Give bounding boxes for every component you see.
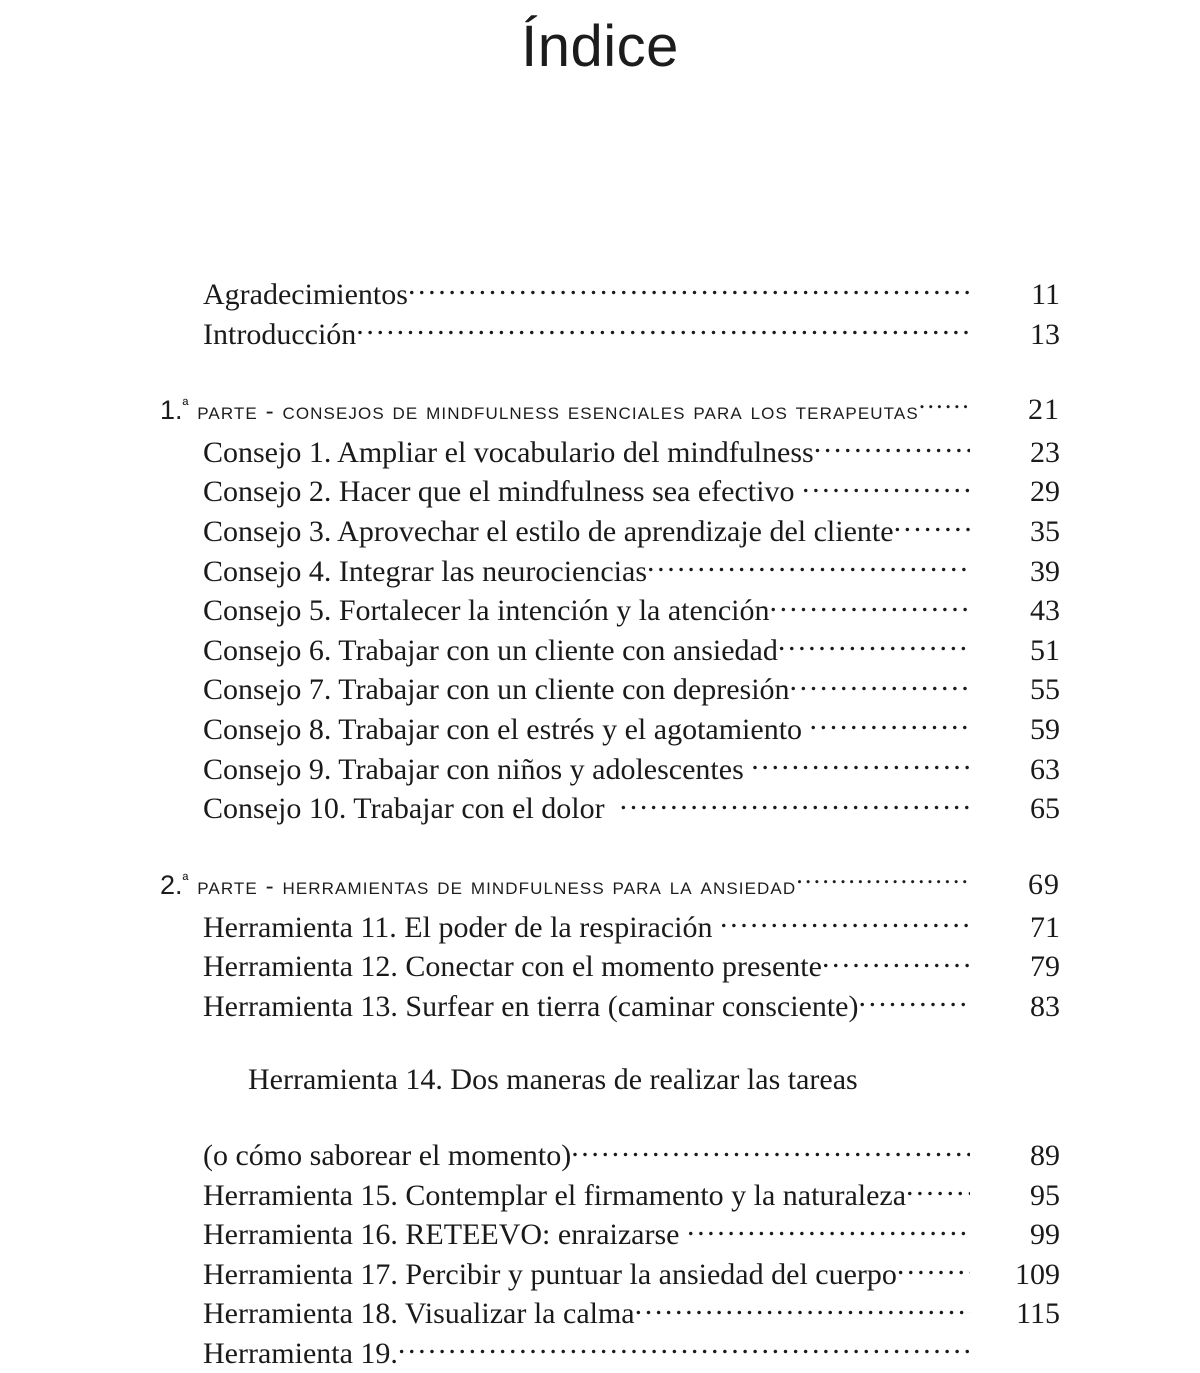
- toc-entry-page: 39: [1030, 554, 1060, 588]
- toc-entry-label: Consejo 1. Ampliar el vocabulario del mindfulness: [203, 435, 814, 469]
- toc-entry-herramienta-13[interactable]: [203, 986, 1060, 1026]
- toc-entry-label: Consejo 10. Trabajar con el dolor: [203, 792, 620, 826]
- part-separator: parte -: [189, 397, 283, 425]
- toc-entry-consejo-9[interactable]: [203, 749, 1060, 789]
- part-ordinal: ª: [182, 397, 190, 414]
- dot-leader: [620, 788, 970, 818]
- toc-entry-herramienta-12[interactable]: [203, 946, 1060, 986]
- toc-entry-page: 79: [1030, 950, 1060, 984]
- toc-entry-introduccion[interactable]: [203, 314, 1060, 354]
- part-title: herramientas de mindfulness para la ansiedad: [282, 872, 797, 900]
- dot-leader: [790, 669, 970, 699]
- dot-leader: [919, 398, 970, 419]
- toc-part-heading-1[interactable]: [160, 387, 1060, 432]
- dot-leader: [356, 314, 970, 344]
- toc-entry-label: Herramienta 13. Surfear en tierra (caminar consciente): [203, 989, 859, 1023]
- dot-leader: [814, 432, 970, 462]
- dot-leader: [635, 1293, 970, 1323]
- toc-entry-label: Consejo 8. Trabajar con el estrés y el agotamiento: [203, 712, 810, 746]
- toc-entry-consejo-6[interactable]: [203, 630, 1060, 670]
- toc-entry-label: Herramienta 11. El poder de la respiración: [203, 910, 721, 944]
- dot-leader: [894, 511, 970, 541]
- part-separator: parte -: [189, 872, 283, 900]
- toc-entry-page: 99: [1030, 1218, 1060, 1252]
- toc-entry-label: Herramienta 17. Percibir y puntuar la ansiedad del cuerpo: [203, 1257, 897, 1291]
- toc-entry-page: 65: [1030, 792, 1060, 826]
- toc-entry-page: 115: [1016, 1297, 1060, 1331]
- toc-entry-label: Agradecimientos: [203, 278, 408, 311]
- toc-part-page: 21: [1028, 392, 1060, 426]
- toc-part-heading-2[interactable]: [160, 862, 1060, 907]
- page-title: Índice: [521, 14, 679, 79]
- dot-leader: [810, 709, 970, 739]
- toc-entry-consejo-2[interactable]: [203, 471, 1060, 511]
- toc-entry-consejo-1[interactable]: [203, 432, 1060, 472]
- toc-entry-label: Consejo 7. Trabajar con un cliente con depresión: [203, 673, 790, 707]
- part-ordinal: ª: [182, 871, 190, 889]
- toc-entry-consejo-4[interactable]: [203, 551, 1060, 591]
- toc-entry-consejo-10[interactable]: [203, 788, 1060, 828]
- spacer: [160, 828, 1060, 862]
- toc-entry-page: 109: [1015, 1257, 1060, 1291]
- toc-entry-consejo-5[interactable]: [203, 590, 1060, 630]
- toc-entry-herramienta-11[interactable]: [203, 907, 1060, 947]
- toc-entry-label: Consejo 3. Aprovechar el estilo de aprendizaje del cliente: [203, 514, 894, 548]
- dot-leader: [751, 749, 970, 779]
- toc-entry-page: 29: [1030, 475, 1060, 509]
- part-number: 2.: [160, 869, 183, 900]
- toc-entry-page: 83: [1030, 989, 1060, 1023]
- toc-entry-page: 23: [1030, 435, 1060, 469]
- toc-entry-page: 89: [1030, 1139, 1060, 1173]
- dot-leader: [647, 551, 970, 581]
- part-number: 1.: [160, 394, 183, 425]
- toc-entry-page: 71: [1030, 910, 1060, 944]
- dot-leader: [769, 590, 970, 620]
- toc-entry-herramienta-14-line1[interactable]: [203, 1025, 1060, 1135]
- toc-entry-label: Consejo 2. Hacer que el mindfulness sea efectivo: [203, 475, 802, 509]
- dot-leader: [859, 986, 971, 1016]
- toc-entry-consejo-8[interactable]: [203, 709, 1060, 749]
- dot-leader: [906, 1175, 970, 1205]
- toc-entry-label: Herramienta 14. Dos maneras de realizar las tareas: [248, 1062, 858, 1096]
- toc-entry-page: 51: [1030, 633, 1060, 667]
- dot-leader: [778, 630, 970, 660]
- toc-entry-page: 43: [1030, 594, 1060, 628]
- toc-part-page: 69: [1028, 867, 1060, 901]
- dot-leader: [802, 471, 970, 501]
- toc-entry-page: 63: [1030, 752, 1060, 786]
- toc-entry-label: Herramienta 15. Contemplar el firmamento y la naturaleza: [203, 1178, 907, 1212]
- toc-entry-consejo-7[interactable]: [203, 669, 1060, 709]
- toc-entry-page: 95: [1030, 1178, 1060, 1212]
- toc-entry-label: Herramienta 12. Conectar con el momento presente: [203, 950, 822, 984]
- dot-leader: [571, 1135, 970, 1165]
- toc-entry-label: Herramienta 16. RETEEVO: enraizarse: [203, 1218, 687, 1252]
- toc-entry-label: Consejo 9. Trabajar con niños y adolescentes: [203, 752, 752, 786]
- toc-entry-herramienta-14-line2[interactable]: [203, 1135, 1060, 1175]
- dot-leader: [822, 946, 970, 976]
- toc-part-label: [160, 862, 796, 907]
- toc-entry-consejo-3[interactable]: [203, 511, 1060, 551]
- toc-entry-page: 55: [1030, 673, 1060, 707]
- toc-entry-label: Consejo 5. Fortalecer la intención y la atención: [203, 594, 770, 628]
- toc-entry-herramienta-17[interactable]: [203, 1254, 1060, 1294]
- toc-entry-agradecimientos[interactable]: [203, 274, 1060, 314]
- toc-entry-label-continued: (o cómo saborear el momento): [203, 1139, 572, 1173]
- toc-entry-herramienta-16[interactable]: [203, 1214, 1060, 1254]
- dot-leader: [398, 1333, 970, 1363]
- toc-entry-page: 35: [1030, 514, 1060, 548]
- toc-entry-label: Consejo 4. Integrar las neurociencias: [203, 554, 648, 588]
- dot-leader: [796, 873, 970, 894]
- toc-entry-page: 11: [1031, 278, 1060, 311]
- toc-entry-label: Herramienta 18. Visualizar la calma: [203, 1297, 635, 1331]
- toc-part-label: [160, 387, 919, 432]
- toc-entry-label: Introducción: [203, 318, 357, 351]
- toc-entry-label: Consejo 6. Trabajar con un cliente con ansiedad: [203, 633, 778, 667]
- toc-entry-clipped[interactable]: [203, 1333, 1060, 1373]
- toc-entry-herramienta-15[interactable]: [203, 1175, 1060, 1215]
- toc-entry-label: Herramienta 19.: [203, 1337, 398, 1371]
- dot-leader: [408, 274, 970, 304]
- toc-entry-page: 13: [1030, 318, 1060, 351]
- toc-entry-page: 59: [1030, 712, 1060, 746]
- toc-entry-herramienta-18[interactable]: [203, 1293, 1060, 1333]
- part-title: consejos de mindfulness esenciales para los terapeutas: [282, 397, 919, 425]
- toc-list: [160, 274, 1060, 1373]
- dot-leader: [687, 1214, 970, 1244]
- dot-leader: [897, 1254, 970, 1284]
- dot-leader: [720, 907, 970, 937]
- spacer: [160, 354, 1060, 387]
